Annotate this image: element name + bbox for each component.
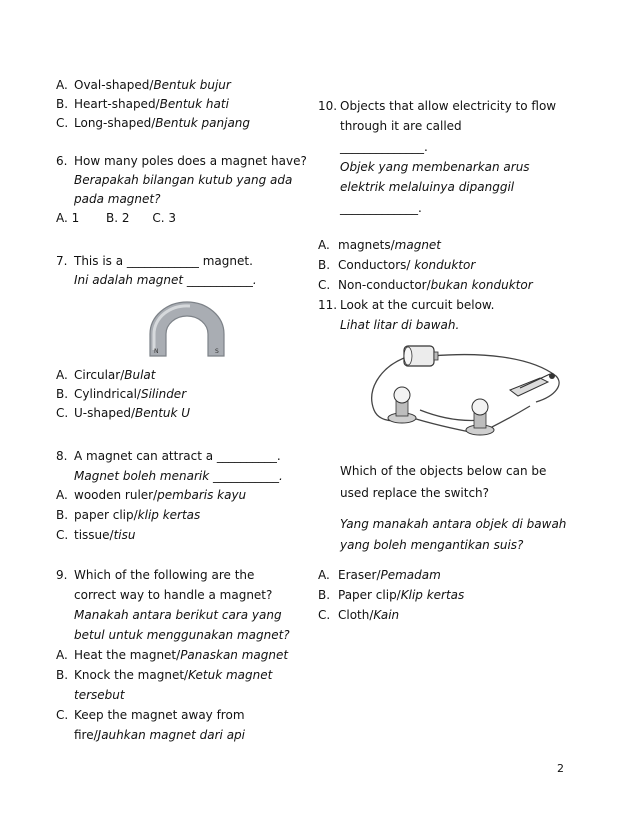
- bulb-icon: [394, 387, 410, 403]
- magnet-s-label: S: [215, 348, 219, 355]
- circuit-diagram-icon: [360, 338, 572, 438]
- horseshoe-magnet-icon: [142, 300, 232, 360]
- page-number: 2: [557, 762, 564, 775]
- magnet-n-label: N: [154, 348, 159, 355]
- switch-icon: [510, 378, 548, 396]
- q6-options: A. 1 B. 2 C. 3: [56, 211, 176, 225]
- bulb-icon-2: [472, 399, 488, 415]
